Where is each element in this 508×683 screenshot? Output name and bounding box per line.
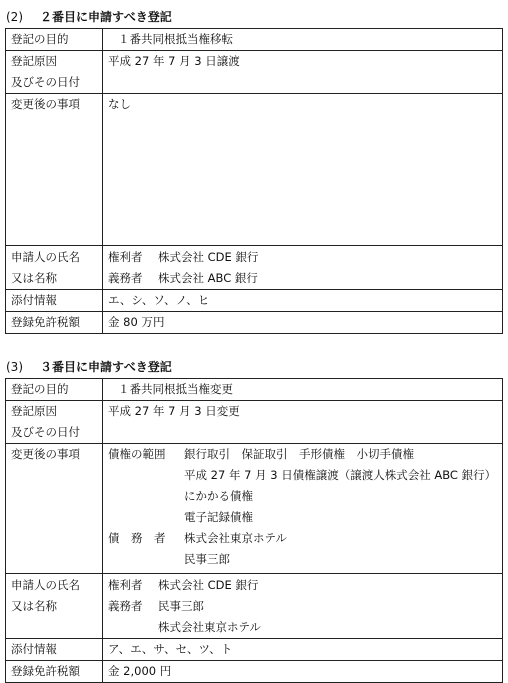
section2-role-1: 権利者 (108, 250, 143, 264)
section2-title: ２番目に申請すべき登記 (40, 10, 172, 24)
section2-attach-row (6, 290, 503, 312)
section3-number: (3) (6, 360, 23, 374)
section2-attach-label: 添付情報 (11, 293, 57, 307)
section3-heading (6, 358, 172, 375)
section2-role-2: 義務者 (108, 271, 143, 285)
section3-purpose-label: 登記の目的 (11, 382, 69, 396)
section3-debtor-value: 株式会社東京ホテル (184, 531, 287, 545)
section2-cause-value: 平成 27 年 7 月 3 日譲渡 (108, 54, 240, 68)
section3-attach-value: ア、エ、サ、セ、ツ、ト (108, 642, 233, 656)
section2-tax-label: 登録免許税額 (11, 315, 80, 329)
section3-scope-line-4: 電子記録債権 (184, 510, 253, 524)
section2-attach-value: エ、シ、ソ、ノ、ヒ (108, 293, 210, 307)
section3-cause-label-1: 登記原因 (11, 404, 57, 418)
section2-change-row (6, 94, 503, 246)
section3-scope-line-2: 平成 27 年 7 月 3 日債権譲渡（譲渡人株式会社 ABC 銀行） (184, 468, 497, 482)
section3-scope-label: 債権の範囲 (108, 447, 166, 461)
section3-tax-label: 登録免許税額 (11, 664, 80, 678)
section3-table (5, 378, 503, 683)
section2-change-value: なし (108, 97, 131, 111)
section2-cause-label-1: 登記原因 (11, 54, 57, 68)
section2-number: (2) (6, 10, 23, 24)
section2-applicant-label-2: 又は名称 (11, 271, 57, 285)
section3-role-1: 権利者 (108, 578, 143, 592)
section2-purpose-row (6, 29, 503, 51)
section3-applicant-label-2: 又は名称 (11, 599, 57, 613)
section3-change-row (6, 444, 503, 574)
section3-scope-value: 銀行取引 保証取引 手形債権 小切手債権 (184, 447, 414, 461)
section3-title: ３番目に申請すべき登記 (40, 360, 172, 374)
section2-change-label: 変更後の事項 (11, 97, 80, 111)
section3-role-2: 義務者 (108, 599, 143, 613)
section3-cause-label-2: 及びその日付 (11, 425, 80, 439)
section3-debtor-line-2: 民事三郎 (184, 552, 230, 566)
section3-applicant-label-1: 申請人の氏名 (11, 578, 80, 592)
section2-purpose-value: １番共同根抵当権移転 (118, 32, 233, 46)
section2-name-2: 株式会社 ABC 銀行 (158, 271, 258, 285)
section2-table (5, 28, 503, 334)
section2-tax-value: 金 80 万円 (108, 315, 165, 329)
section3-attach-row (6, 639, 503, 661)
section2-cause-label-2: 及びその日付 (11, 75, 80, 89)
section2-applicant-label-1: 申請人の氏名 (11, 250, 80, 264)
section2-applicant-row (6, 246, 503, 290)
section3-cause-row (6, 401, 503, 444)
section3-name-2: 民事三郎 (158, 599, 204, 613)
section2-cause-row (6, 51, 503, 94)
section2-name-1: 株式会社 CDE 銀行 (158, 250, 259, 264)
section3-purpose-value: １番共同根抵当権変更 (118, 382, 233, 396)
section3-attach-label: 添付情報 (11, 642, 57, 656)
section3-debtor-label: 債 務 者 (108, 531, 166, 545)
section3-change-label: 変更後の事項 (11, 447, 80, 461)
section3-tax-row (6, 661, 503, 683)
section3-name-1: 株式会社 CDE 銀行 (158, 578, 259, 592)
section2-purpose-label: 登記の目的 (11, 32, 69, 46)
section3-tax-value: 金 2,000 円 (108, 664, 172, 678)
section3-purpose-row (6, 379, 503, 401)
section2-tax-row (6, 312, 503, 334)
section3-applicant-row (6, 574, 503, 639)
section3-cause-value: 平成 27 年 7 月 3 日変更 (108, 404, 240, 418)
section3-scope-line-3: にかかる債権 (184, 489, 253, 503)
section2-heading (6, 8, 172, 25)
section3-name-3: 株式会社東京ホテル (158, 620, 261, 634)
